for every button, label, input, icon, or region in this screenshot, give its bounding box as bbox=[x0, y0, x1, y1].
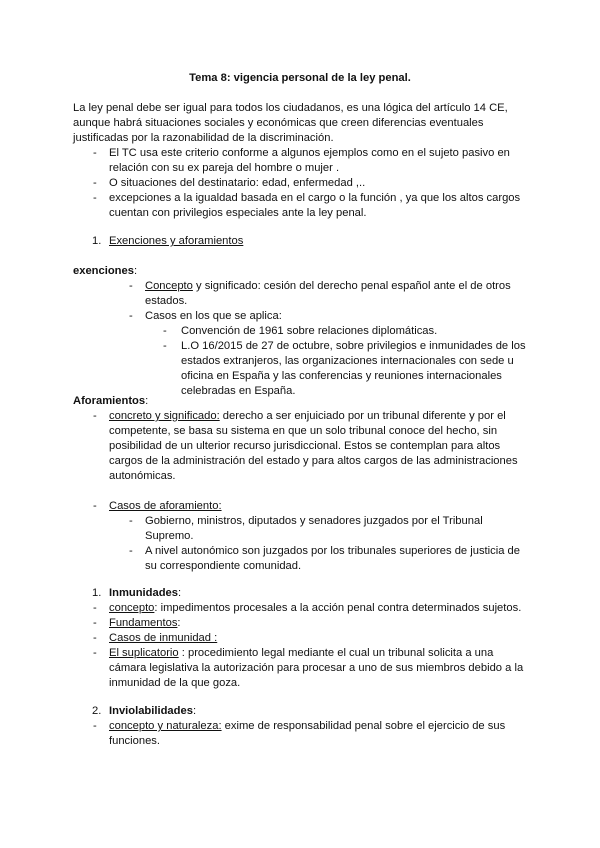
concepto-label: concreto y significado: bbox=[109, 410, 220, 422]
suplicatorio-text: cámara legislativa la autorización para procesar a uno de sus miembros debido a la bbox=[109, 662, 524, 674]
inmunidades-concepto bbox=[109, 601, 521, 616]
exenciones-caso bbox=[181, 324, 437, 339]
bullet-line: O situaciones del destinatario: edad, enfermedad ,.. bbox=[109, 177, 366, 189]
caso-line: Gobierno, ministros, diputados y senadores juzgados por el Tribunal bbox=[145, 515, 483, 527]
caso-line: celebradas en España. bbox=[181, 385, 296, 397]
caso-line: su correspondiente comunidad. bbox=[145, 560, 302, 572]
concepto-text: competente, se basa su sistema en que un solo tribunal conoce del hecho, sin bbox=[109, 425, 498, 437]
concepto-text: derecho a ser enjuiciado por un tribunal diferente y por el bbox=[219, 410, 506, 422]
bullet-line: excepciones a la igualdad basada en el cargo o la función , ya que los altos cargos bbox=[109, 192, 521, 204]
heading-colon: : bbox=[145, 395, 149, 407]
concepto-text: : impedimentos procesales a la acción penal contra determinados sujetos. bbox=[154, 602, 522, 614]
concepto-text: exime de responsabilidad penal sobre el ejercicio de sus bbox=[221, 720, 506, 732]
exenciones-concepto bbox=[145, 279, 511, 309]
concepto-text: funciones. bbox=[109, 735, 160, 747]
exenciones-caso bbox=[181, 339, 526, 399]
exenciones-casos-label: Casos en los que se aplica: bbox=[145, 310, 282, 322]
intro-bullet bbox=[109, 191, 520, 221]
suplicatorio-text: inmunidad de la que goza. bbox=[109, 677, 241, 689]
heading-colon: : bbox=[133, 265, 138, 277]
bullet-dash: - bbox=[129, 310, 133, 322]
bullet-dash: - bbox=[129, 280, 133, 292]
section-number: 2. bbox=[92, 705, 102, 717]
intro-bullet bbox=[109, 176, 365, 191]
concepto-text: y significado: cesión del derecho penal español ante el de otros bbox=[192, 280, 511, 292]
caso-line: A nivel autonómico son juzgados por los tribunales superiores de justicia de bbox=[145, 545, 520, 557]
intro-line: La ley penal debe ser igual para todos los ciudadanos, es una lógica del artículo 14 CE, bbox=[73, 102, 508, 114]
bullet-dash: - bbox=[93, 720, 97, 732]
bullet-dash: - bbox=[93, 617, 97, 629]
bullet-dash: - bbox=[163, 340, 167, 352]
bullet-dash: - bbox=[93, 647, 97, 659]
heading-colon: : bbox=[178, 587, 182, 599]
section-number: 1. bbox=[92, 587, 102, 599]
fundamentos-colon: : bbox=[177, 617, 181, 629]
concepto-text: autonómicas. bbox=[109, 470, 176, 482]
aforamientos-casos-label: Casos de aforamiento: bbox=[109, 500, 222, 512]
bullet-line: cuentan con privilegios especiales ante la ley penal. bbox=[109, 207, 367, 219]
concepto-label: concepto y naturaleza: bbox=[109, 720, 222, 732]
bullet-dash: - bbox=[93, 147, 97, 159]
inmunidades-heading bbox=[109, 586, 181, 601]
page-title: Tema 8: vigencia personal de la ley penal. bbox=[189, 72, 411, 84]
section-number: 1. bbox=[92, 235, 102, 247]
bullet-dash: - bbox=[93, 192, 97, 204]
bullet-dash: - bbox=[163, 325, 167, 337]
bullet-dash: - bbox=[129, 545, 133, 557]
inmunidades-fundamentos bbox=[109, 616, 181, 631]
intro-paragraph bbox=[73, 101, 508, 146]
bullet-dash: - bbox=[93, 177, 97, 189]
inmunidades-suplicatorio bbox=[109, 646, 523, 691]
bullet-dash: - bbox=[93, 410, 97, 422]
caso-line: oficina en España y las conferencias y reuniones internacionales bbox=[181, 370, 502, 382]
concepto-text: estados. bbox=[145, 295, 188, 307]
caso-line: Supremo. bbox=[145, 530, 194, 542]
bullet-dash: - bbox=[93, 632, 97, 644]
heading-text: exenciones bbox=[73, 265, 134, 277]
intro-bullet bbox=[109, 146, 510, 176]
suplicatorio-text: : procedimiento legal mediante el cual un tribunal solicita a una bbox=[178, 647, 494, 659]
heading-text: Aforamientos bbox=[73, 395, 146, 407]
bullet-dash: - bbox=[129, 515, 133, 527]
aforamiento-caso bbox=[145, 514, 483, 544]
suplicatorio-label: El suplicatorio bbox=[109, 647, 179, 659]
section-heading: Exenciones y aforamientos bbox=[109, 235, 244, 247]
inmunidades-casos: Casos de inmunidad : bbox=[109, 632, 218, 644]
intro-line: justificadas por la razonabilidad de la discriminación. bbox=[73, 132, 334, 144]
bullet-line: El TC usa este criterio conforme a algunos ejemplos como en el sujeto pasivo en bbox=[109, 147, 510, 159]
intro-line: aunque habrá situaciones sociales y económicas que creen diferencias eventuales bbox=[73, 117, 484, 129]
concepto-label: Concepto bbox=[145, 280, 193, 292]
concepto-text: cargos de la administración del estado y para altos cargos de las administraciones bbox=[109, 455, 518, 467]
concepto-text: posibilidad de un ulterior recurso jurisdiccional. Estos se contemplan para altos bbox=[109, 440, 501, 452]
caso-line: Convención de 1961 sobre relaciones diplomáticas. bbox=[181, 325, 438, 337]
fundamentos-label: Fundamentos bbox=[109, 617, 178, 629]
heading-colon: : bbox=[192, 705, 197, 717]
caso-line: L.O 16/2015 de 27 de octubre, sobre privilegios e inmunidades de los bbox=[181, 340, 526, 352]
inviolabilidades-concepto bbox=[109, 719, 505, 749]
exenciones-heading bbox=[73, 264, 137, 279]
concepto-label: concepto bbox=[109, 602, 155, 614]
bullet-dash: - bbox=[93, 500, 97, 512]
bullet-line: relación con su ex pareja del hombre o mujer . bbox=[109, 162, 340, 174]
aforamientos-concepto bbox=[109, 409, 518, 484]
heading-text: Inmunidades bbox=[109, 587, 178, 599]
aforamiento-caso bbox=[145, 544, 520, 574]
bullet-dash: - bbox=[93, 602, 97, 614]
heading-text: Inviolabilidades bbox=[109, 705, 193, 717]
inviolabilidades-heading bbox=[109, 704, 196, 719]
aforamientos-heading bbox=[73, 394, 148, 409]
caso-line: estados extranjeros, las organizaciones internacionales con sede u bbox=[181, 355, 514, 367]
